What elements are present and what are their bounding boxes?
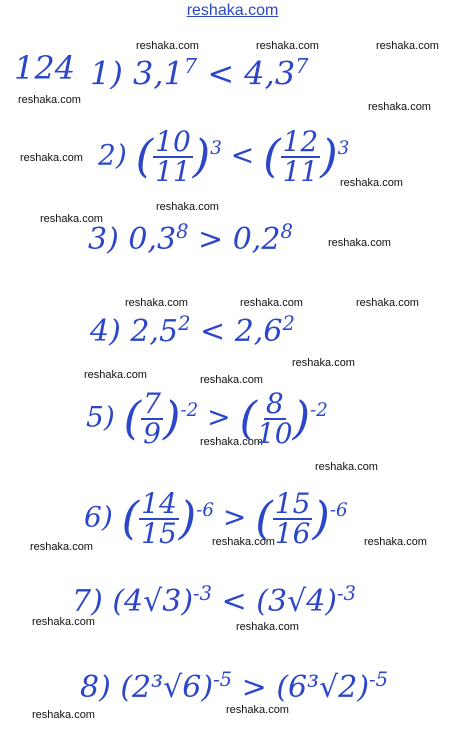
- watermark: reshaka.com: [32, 616, 95, 628]
- left-base: 3,1: [133, 54, 184, 93]
- comparison-sign: <: [200, 314, 226, 349]
- right-exponent: -2: [310, 400, 328, 422]
- right-exponent: 2: [282, 312, 295, 335]
- numerator: 15: [274, 487, 311, 520]
- right-exponent: 3: [337, 138, 350, 160]
- comparison-sign: >: [241, 670, 267, 705]
- watermark: reshaka.com: [136, 40, 199, 52]
- item-number: 4): [90, 314, 121, 349]
- numerator: 8: [265, 387, 284, 420]
- right-base: 2,6: [234, 314, 283, 349]
- item-number: 5): [86, 400, 115, 434]
- inequality-1: [90, 54, 309, 93]
- right-exponent: 7: [295, 54, 309, 78]
- watermark: reshaka.com: [84, 369, 147, 381]
- inequality-7: [72, 584, 356, 617]
- numerator: 12: [282, 125, 319, 158]
- watermark: reshaka.com: [328, 237, 391, 249]
- denominator: 11: [155, 155, 191, 188]
- numerator: 14: [141, 487, 177, 520]
- right-fraction: [256, 387, 293, 450]
- left-base: (4√3): [112, 584, 194, 619]
- watermark: reshaka.com: [376, 40, 439, 52]
- right-base: 0,2: [232, 222, 281, 257]
- left-exponent: -3: [193, 582, 213, 605]
- numerator: 10: [155, 125, 191, 158]
- left-exponent: -6: [196, 500, 214, 522]
- right-fraction: [281, 125, 321, 188]
- right-exponent: -6: [329, 500, 348, 522]
- item-number: 8): [80, 670, 111, 705]
- right-base: (6³√2): [276, 670, 370, 705]
- watermark: reshaka.com: [315, 461, 378, 473]
- right-exponent: -5: [369, 668, 389, 691]
- right-fraction: [273, 487, 313, 550]
- comparison-sign: >: [207, 400, 231, 434]
- left-base: (2³√6): [120, 670, 214, 705]
- denominator: 16: [274, 517, 311, 550]
- item-number: 1): [90, 54, 123, 93]
- left-fraction: [141, 387, 163, 450]
- watermark: reshaka.com: [240, 297, 303, 309]
- watermark: reshaka.com: [340, 177, 403, 189]
- watermark: reshaka.com: [356, 297, 419, 309]
- denominator: 10: [256, 417, 293, 450]
- inequality-5: 5) ( $\frac{7}{9}$ )$^{-2}$ > ( $\frac{8}{10}$ )$^{-2}$: [86, 387, 328, 450]
- inequality-6: 6) ( $\frac{14}{15}$ )$^{-6}$ > ( $\frac{15}{16}$ )$^{-6}$: [84, 487, 348, 550]
- comparison-sign: <: [207, 54, 235, 93]
- left-exponent: 7: [183, 54, 198, 78]
- comparison-sign: >: [222, 500, 247, 534]
- inequality-2: 2) ( $\frac{10}{11}$ )$^3$ < ( $\frac{12}{11}$ )$^3$: [98, 125, 350, 188]
- item-number: 6): [84, 500, 113, 534]
- watermark: reshaka.com: [30, 541, 93, 553]
- left-fraction: [139, 487, 179, 550]
- watermark: reshaka.com: [368, 101, 431, 113]
- comparison-sign: <: [230, 138, 255, 172]
- denominator: 9: [143, 417, 161, 450]
- watermark: reshaka.com: [364, 536, 427, 548]
- denominator: 15: [141, 517, 177, 550]
- left-exponent: 2: [178, 312, 191, 335]
- watermark: reshaka.com: [18, 94, 81, 106]
- left-exponent: 8: [176, 220, 189, 243]
- watermark: reshaka.com: [236, 621, 299, 633]
- watermark: reshaka.com: [156, 201, 219, 213]
- watermark: reshaka.com: [40, 213, 103, 225]
- site-logo[interactable]: reshaka.com: [186, 2, 279, 19]
- left-base: 0,3: [128, 222, 177, 257]
- watermark: reshaka.com: [200, 374, 263, 386]
- inequality-4: [90, 314, 295, 347]
- item-number: 7): [72, 584, 103, 619]
- watermark: reshaka.com: [212, 536, 275, 548]
- watermark: reshaka.com: [20, 152, 83, 164]
- left-exponent: -2: [180, 400, 199, 422]
- watermark: reshaka.com: [125, 297, 188, 309]
- right-exponent: 8: [280, 220, 293, 243]
- comparison-sign: <: [221, 584, 247, 619]
- right-base: (3√4): [256, 584, 337, 619]
- comparison-sign: >: [198, 222, 224, 257]
- item-number: 3): [88, 222, 119, 257]
- left-exponent: 3: [210, 138, 222, 160]
- right-exponent: -3: [336, 582, 356, 605]
- problem-number: 124: [14, 49, 76, 87]
- item-number: 2): [98, 138, 127, 172]
- watermark: reshaka.com: [226, 704, 289, 716]
- watermark: reshaka.com: [200, 436, 263, 448]
- inequality-3: [88, 222, 293, 255]
- left-fraction: [153, 125, 193, 188]
- right-base: 4,3: [244, 54, 296, 93]
- left-exponent: -5: [213, 668, 233, 691]
- numerator: 7: [143, 387, 161, 420]
- inequality-8: [80, 670, 388, 703]
- watermark: reshaka.com: [256, 40, 319, 52]
- left-base: 2,5: [130, 314, 179, 349]
- watermark: reshaka.com: [292, 357, 355, 369]
- watermark: reshaka.com: [32, 709, 95, 721]
- denominator: 11: [282, 155, 319, 188]
